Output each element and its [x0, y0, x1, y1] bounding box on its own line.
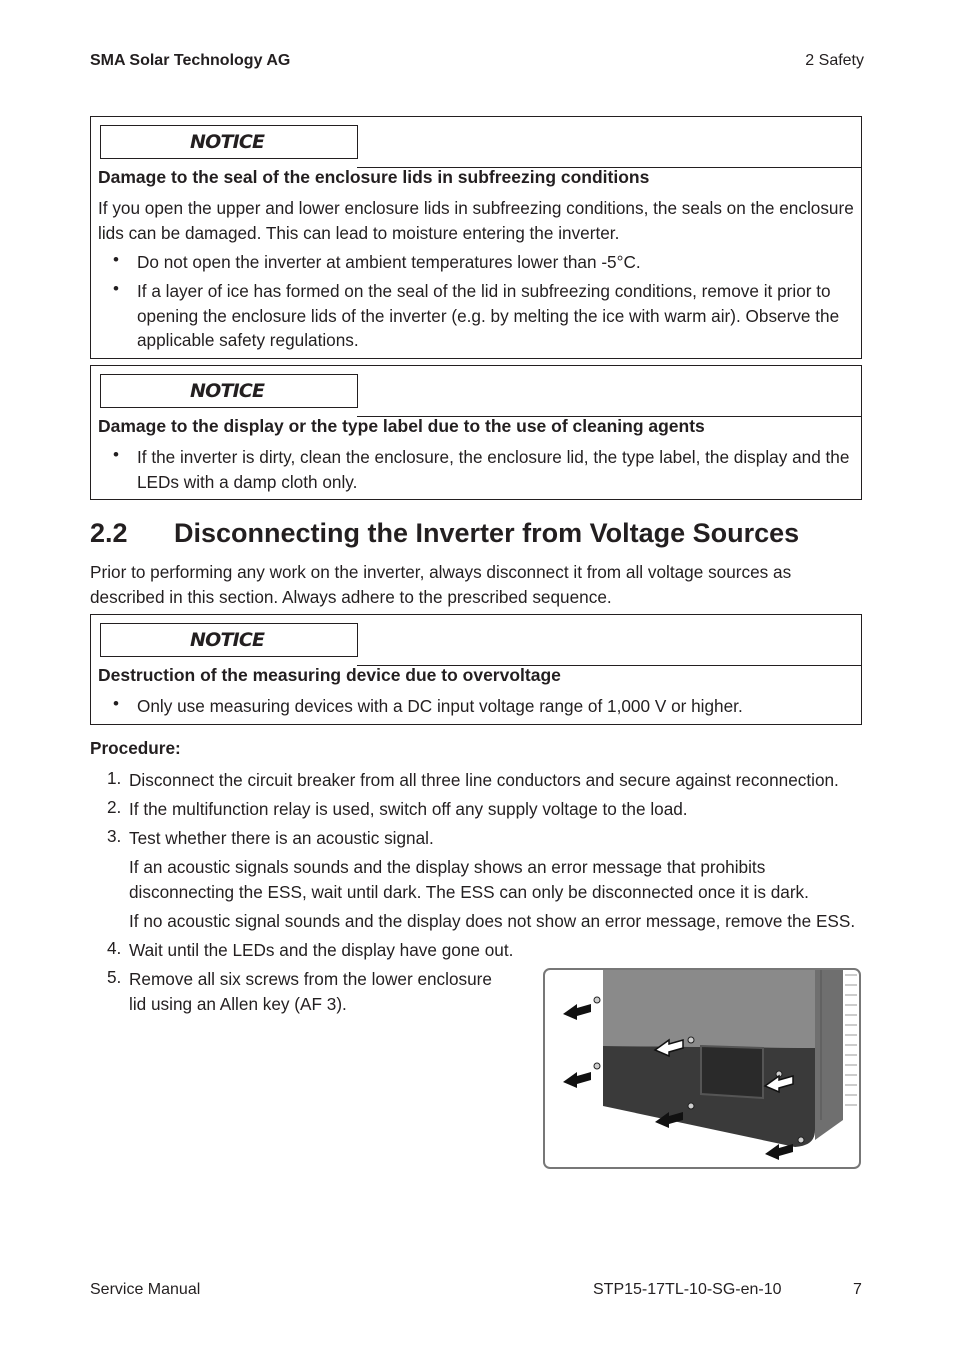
notice-bullet: If the inverter is dirty, clean the enclosure, the enclosure lid, the type label, the display and the LEDs with a damp cloth only. — [137, 447, 850, 492]
notice-box-cleaning — [90, 365, 862, 500]
step-text: Remove all six screws from the lower enclosure lid using an Allen key (AF 3). — [129, 969, 492, 1014]
notice-box-overvoltage — [90, 614, 862, 725]
step-number: 2. — [107, 797, 122, 817]
page-number: 7 — [853, 1281, 862, 1298]
step-text: Wait until the LEDs and the display have gone out. — [129, 940, 514, 960]
step-number: 5. — [107, 967, 122, 987]
footer-doc-type: Service Manual — [90, 1281, 201, 1298]
bullet-icon: • — [113, 445, 119, 464]
header-company: SMA Solar Technology AG — [90, 52, 291, 69]
notice-bullet: Do not open the inverter at ambient temperatures lower than -5°C. — [137, 252, 641, 272]
notice-label: NOTICE — [100, 125, 358, 159]
bullet-icon: • — [113, 694, 119, 713]
step-detail: If an acoustic signals sounds and the display shows an error message that prohibits disconnecting the ESS, wait until dark. The ESS can only be disconnected once it is dark. — [129, 857, 809, 902]
inverter-lid-illustration — [543, 968, 861, 1169]
footer-doc-id: STP15-17TL-10-SG-en-10 — [593, 1281, 782, 1298]
notice-box-seal — [90, 116, 862, 359]
notice-title: Damage to the seal of the enclosure lids in subfreezing conditions — [98, 167, 650, 187]
procedure-label: Procedure: — [90, 738, 181, 758]
bullet-icon: • — [113, 250, 119, 269]
header-chapter: 2 Safety — [805, 52, 864, 69]
bullet-icon: • — [113, 279, 119, 298]
notice-label: NOTICE — [100, 623, 358, 657]
notice-title: Destruction of the measuring device due to overvoltage — [98, 665, 561, 685]
notice-title: Damage to the display or the type label due to the use of cleaning agents — [98, 416, 705, 436]
step-text: Disconnect the circuit breaker from all three line conductors and secure against reconnection. — [129, 770, 839, 790]
step-number: 1. — [107, 768, 122, 788]
section-title: Disconnecting the Inverter from Voltage Sources — [174, 518, 800, 548]
step-text: If the multifunction relay is used, switch off any supply voltage to the load. — [129, 799, 688, 819]
notice-label: NOTICE — [100, 374, 358, 408]
step-number: 3. — [107, 826, 122, 846]
notice-bullet: If a layer of ice has formed on the seal of the lid in subfreezing conditions, remove it prior to opening the enclosure lids of the inverter (e.g. by melting the ice with warm air). Observe the applicable safety regulations. — [137, 281, 840, 350]
notice-text: If you open the upper and lower enclosure lids in subfreezing conditions, the seals on the enclosure lids can be damaged. This can lead to moisture entering the inverter. — [98, 198, 854, 243]
step-detail: If no acoustic signal sounds and the display does not show an error message, remove the ESS. — [129, 911, 856, 931]
section-intro: Prior to performing any work on the inverter, always disconnect it from all voltage sources as described in this section. Always adhere to the prescribed sequence. — [90, 562, 792, 607]
notice-bullet: Only use measuring devices with a DC input voltage range of 1,000 V or higher. — [137, 696, 743, 716]
step-text: Test whether there is an acoustic signal. — [129, 828, 434, 848]
section-number: 2.2 — [90, 518, 128, 548]
step-number: 4. — [107, 938, 122, 958]
inverter-drawing — [545, 970, 859, 1167]
